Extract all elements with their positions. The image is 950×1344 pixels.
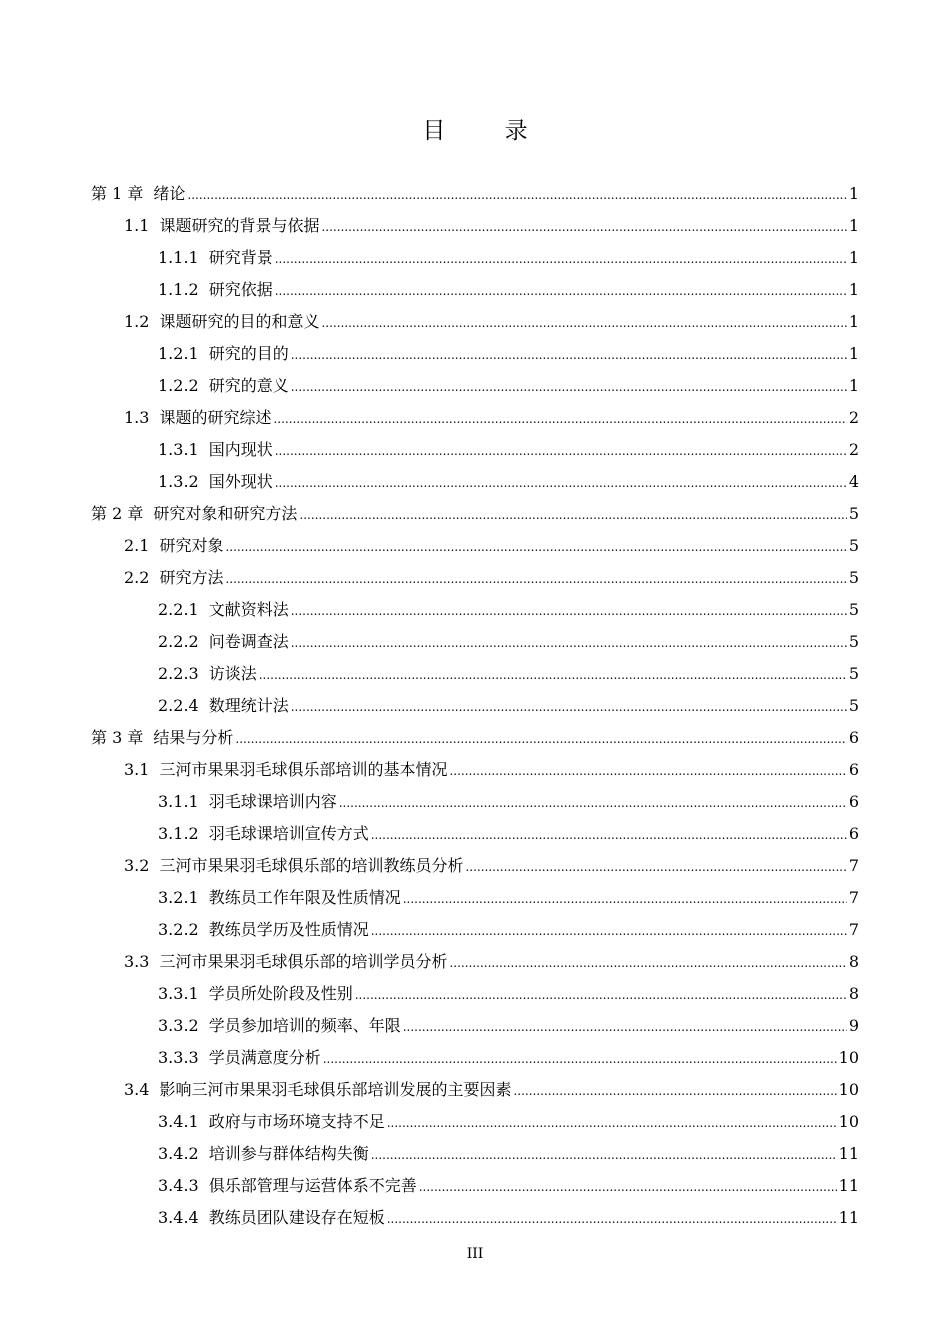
toc-entry-page-number: 7 (848, 888, 859, 907)
toc-entry-title: 教练员学历及性质情况 (208, 920, 369, 939)
toc-entry-number: 2.2.3 (158, 664, 199, 683)
toc-dot-leader (321, 307, 846, 339)
toc-entry-page-number: 7 (848, 920, 859, 939)
toc-entry-title: 课题的研究综述 (159, 408, 272, 427)
toc-entry-number: 1.2.1 (158, 344, 199, 363)
toc-entry[interactable] (91, 786, 859, 818)
toc-entry[interactable] (91, 754, 859, 786)
toc-dot-leader (235, 723, 846, 755)
toc-dot-leader (225, 563, 846, 595)
toc-dot-leader (291, 595, 847, 627)
toc-entry[interactable] (91, 242, 859, 274)
toc-dot-leader (187, 179, 846, 211)
toc-entry-number: 1.3.1 (158, 440, 199, 459)
footer-page-number: III (466, 1246, 484, 1262)
toc-entry-page-number: 6 (848, 792, 859, 811)
toc-entry-page-number: 5 (848, 696, 859, 715)
toc-entry-number: 3.1.2 (158, 824, 199, 843)
toc-entry-page-number: 1 (848, 216, 859, 235)
toc-entry-number: 3.4 (124, 1080, 150, 1099)
toc-entry[interactable] (91, 818, 859, 850)
toc-entry-title: 研究的意义 (208, 376, 289, 395)
toc-dot-leader (299, 499, 846, 531)
toc-dot-leader (291, 627, 847, 659)
toc-entry-page-number: 6 (848, 760, 859, 779)
toc-entry-number: 3.1.1 (158, 792, 199, 811)
toc-dot-leader (339, 787, 847, 819)
toc-entry-number: 2.1 (124, 536, 150, 555)
toc-dot-leader (449, 755, 846, 787)
toc-title: 目 录 (422, 118, 554, 144)
toc-entry-number: 1.1.1 (158, 248, 199, 267)
toc-entry[interactable] (91, 690, 859, 722)
toc-entry-number: 1.1 (124, 216, 150, 235)
toc-entry-title: 问卷调查法 (208, 632, 289, 651)
toc-entry[interactable] (91, 178, 859, 210)
toc-entry[interactable] (91, 402, 859, 434)
toc-entry-number: 第 2 章 (91, 504, 144, 523)
toc-entry-page-number: 10 (838, 1048, 859, 1067)
toc-dot-leader (419, 1171, 837, 1203)
toc-entry-page-number: 1 (848, 184, 859, 203)
toc-entry-number: 1.2.2 (158, 376, 199, 395)
toc-entry-page-number: 11 (838, 1208, 859, 1227)
toc-entry[interactable] (91, 306, 859, 338)
toc-entry-page-number: 4 (848, 472, 859, 491)
toc-entry[interactable] (91, 594, 859, 626)
toc-entry[interactable] (91, 658, 859, 690)
toc-entry[interactable] (91, 274, 859, 306)
toc-dot-leader (275, 275, 847, 307)
toc-entry-title: 羽毛球课培训宣传方式 (208, 824, 369, 843)
toc-entry[interactable] (91, 1106, 859, 1138)
toc-dot-leader (403, 883, 847, 915)
toc-entry-title: 学员所处阶段及性别 (208, 984, 353, 1003)
toc-entry-number: 3.4.3 (158, 1176, 199, 1195)
toc-entry-title: 课题研究的背景与依据 (159, 216, 320, 235)
toc-entry[interactable] (91, 210, 859, 242)
toc-entry-title: 访谈法 (208, 664, 257, 683)
toc-entry-title: 绪论 (153, 184, 186, 203)
toc-entry-number: 3.2.1 (158, 888, 199, 907)
toc-entry[interactable] (91, 626, 859, 658)
toc-entry-page-number: 2 (848, 408, 859, 427)
toc-entry-title: 课题研究的目的和意义 (159, 312, 320, 331)
toc-entry-page-number: 8 (848, 952, 859, 971)
toc-entry-number: 3.2 (124, 856, 150, 875)
toc-entry-page-number: 10 (838, 1080, 859, 1099)
toc-entry-number: 1.1.2 (158, 280, 199, 299)
toc-entry-number: 2.2 (124, 568, 150, 587)
toc-entry-page-number: 5 (848, 536, 859, 555)
toc-entry-title: 培训参与群体结构失衡 (208, 1144, 369, 1163)
toc-entry[interactable] (91, 466, 859, 498)
toc-entry-title: 研究对象 (159, 536, 224, 555)
toc-dot-leader (275, 243, 847, 275)
toc-entry-title: 学员参加培训的频率、年限 (208, 1016, 401, 1035)
toc-dot-leader (323, 1043, 837, 1075)
toc-entry-page-number: 7 (848, 856, 859, 875)
toc-entry[interactable] (91, 1170, 859, 1202)
toc-entry-page-number: 11 (838, 1176, 859, 1195)
toc-entry-page-number: 5 (848, 664, 859, 683)
toc-dot-leader (291, 691, 847, 723)
toc-dot-leader (403, 1011, 847, 1043)
toc-entry-title: 教练员团队建设存在短板 (208, 1208, 385, 1227)
toc-entry-page-number: 1 (848, 280, 859, 299)
toc-entry-page-number: 8 (848, 984, 859, 1003)
toc-entry-number: 2.2.1 (158, 600, 199, 619)
toc-entry-number: 3.1 (124, 760, 150, 779)
toc-entry-number: 第 1 章 (91, 184, 144, 203)
toc-dot-leader (291, 339, 847, 371)
toc-entry-title: 国内现状 (208, 440, 273, 459)
toc-entry[interactable] (91, 1042, 859, 1074)
toc-entry-number: 1.3.2 (158, 472, 199, 491)
toc-entry-page-number: 9 (848, 1016, 859, 1035)
toc-entry-number: 2.2.4 (158, 696, 199, 715)
toc-entry-page-number: 1 (848, 376, 859, 395)
toc-entry-number: 3.4.4 (158, 1208, 199, 1227)
toc-entry-page-number: 6 (848, 824, 859, 843)
toc-dot-leader (259, 659, 847, 691)
toc-entry[interactable] (91, 882, 859, 914)
toc-entry-number: 1.3 (124, 408, 150, 427)
toc-entry[interactable] (91, 498, 859, 530)
toc-dot-leader (371, 915, 847, 947)
toc-entry-title: 影响三河市果果羽毛球俱乐部培训发展的主要因素 (159, 1080, 512, 1099)
toc-entry-title: 文献资料法 (208, 600, 289, 619)
toc-list (91, 178, 859, 1234)
toc-dot-leader (371, 1139, 837, 1171)
toc-entry[interactable] (91, 562, 859, 594)
toc-dot-leader (513, 1075, 836, 1107)
toc-entry-number: 3.3 (124, 952, 150, 971)
toc-entry-title: 三河市果果羽毛球俱乐部的培训教练员分析 (159, 856, 464, 875)
toc-entry-title: 政府与市场环境支持不足 (208, 1112, 385, 1131)
toc-dot-leader (387, 1203, 837, 1235)
toc-entry-title: 研究依据 (208, 280, 273, 299)
toc-dot-leader (225, 531, 846, 563)
toc-entry-title: 学员满意度分析 (208, 1048, 321, 1067)
toc-entry-title: 研究的目的 (208, 344, 289, 363)
toc-entry-title: 教练员工作年限及性质情况 (208, 888, 401, 907)
toc-entry[interactable] (91, 914, 859, 946)
toc-entry-number: 2.2.2 (158, 632, 199, 651)
toc-entry[interactable] (91, 978, 859, 1010)
toc-dot-leader (355, 979, 847, 1011)
toc-dot-leader (273, 403, 846, 435)
toc-entry-page-number: 5 (848, 600, 859, 619)
toc-dot-leader (387, 1107, 837, 1139)
toc-entry-number: 1.2 (124, 312, 150, 331)
toc-entry-page-number: 5 (848, 632, 859, 651)
toc-entry-title: 三河市果果羽毛球俱乐部培训的基本情况 (159, 760, 448, 779)
toc-entry-number: 3.3.1 (158, 984, 199, 1003)
toc-entry-title: 数理统计法 (208, 696, 289, 715)
toc-dot-leader (275, 435, 847, 467)
toc-entry-number: 3.2.2 (158, 920, 199, 939)
toc-entry-number: 第 3 章 (91, 728, 144, 747)
toc-dot-leader (449, 947, 846, 979)
toc-dot-leader (465, 851, 846, 883)
toc-entry-title: 羽毛球课培训内容 (208, 792, 337, 811)
toc-entry-page-number: 1 (848, 248, 859, 267)
toc-entry[interactable] (91, 850, 859, 882)
toc-entry-page-number: 1 (848, 344, 859, 363)
toc-entry-number: 3.4.1 (158, 1112, 199, 1131)
toc-entry-title: 国外现状 (208, 472, 273, 491)
toc-entry[interactable] (91, 434, 859, 466)
toc-dot-leader (291, 371, 847, 403)
toc-entry-page-number: 10 (838, 1112, 859, 1131)
toc-entry-page-number: 5 (848, 504, 859, 523)
toc-entry-page-number: 6 (848, 728, 859, 747)
toc-entry[interactable] (91, 1138, 859, 1170)
toc-dot-leader (275, 467, 847, 499)
toc-dot-leader (371, 819, 847, 851)
toc-entry-title: 三河市果果羽毛球俱乐部的培训学员分析 (159, 952, 448, 971)
toc-entry[interactable] (91, 1202, 859, 1234)
toc-entry-title: 俱乐部管理与运营体系不完善 (208, 1176, 417, 1195)
toc-entry[interactable] (91, 722, 859, 754)
toc-entry-page-number: 5 (848, 568, 859, 587)
toc-entry[interactable] (91, 370, 859, 402)
toc-entry-number: 3.3.3 (158, 1048, 199, 1067)
toc-entry-title: 研究背景 (208, 248, 273, 267)
toc-entry[interactable] (91, 530, 859, 562)
toc-entry-title: 研究方法 (159, 568, 224, 587)
toc-entry-title: 研究对象和研究方法 (153, 504, 298, 523)
toc-dot-leader (321, 211, 846, 243)
toc-entry-page-number: 2 (848, 440, 859, 459)
toc-entry-number: 3.4.2 (158, 1144, 199, 1163)
toc-entry-number: 3.3.2 (158, 1016, 199, 1035)
toc-entry-page-number: 1 (848, 312, 859, 331)
toc-entry[interactable] (91, 338, 859, 370)
toc-entry[interactable] (91, 1074, 859, 1106)
toc-entry[interactable] (91, 946, 859, 978)
toc-entry-title: 结果与分析 (153, 728, 234, 747)
toc-entry[interactable] (91, 1010, 859, 1042)
toc-entry-page-number: 11 (838, 1144, 859, 1163)
